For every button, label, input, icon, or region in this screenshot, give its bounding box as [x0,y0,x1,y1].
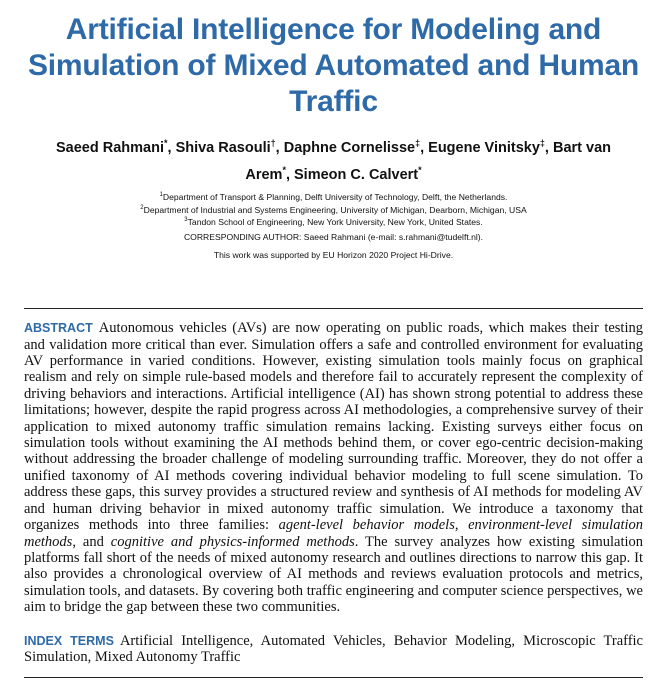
author: Shiva Rasouli† [175,138,276,156]
paper-title: Artificial Intelligence for Modeling and Simulation of Mixed Automated and Human Traffic [27,13,640,118]
divider [24,308,643,309]
affiliation: $^2$Department of Industrial and Systems Engineering, University of Michigan, Dearborn, Michigan, USA [140,204,527,215]
affiliation: $^1$Department of Transport & Planning, Delft University of Technology, Delft, the Netherlands. [159,191,508,202]
author-list: Saeed Rahmani*, Shiva Rasouli†, Daphne Cornelisse‡, Eugene Vinitsky‡, Bart van Arem*, Simeon C. Calvert* [55,138,612,183]
funding-note: This work was supported by EU Horizon 2020 Project Hi-Drive. [213,250,454,261]
abstract: ABSTRACT Autonomous vehicles (AVs) are now operating on public roads, which makes their testing and validation more critical than ever. Simulation offers a safe and controlled environment for evaluating AV performance in varied conditions. However, existing simulation tools mainly focus on graphical realism and rely on simple rule-based models and therefore fail to accurately represent the complexity of driving behaviors and interactions. Artificial intelligence (AI) has shown strong potential to address these limitations; however, despite the rapid progress across AI methodologies, a comprehensive survey of their application to mixed autonomy traffic simulation remains lacking. Existing surveys either focus on simulation tools without examining the AI methods behind them, or cover ego-centric decision-making without addressing the broader challenge of modeling surrounding traffic. Moreover, they do not offer a unified taxonomy of AI methods covering individual behavior modeling to full scene simulation. To address these gaps, this survey provides a structured review and synthesis of AI methods for modeling AV and human driving behavior in mixed autonomy traffic simulation. We introduce a taxonomy that organizes methods into three families: agent-level behavior models, environment-level simulation methods, and cognitive and physics-informed methods. The survey analyzes how existing simulation platforms fall short of the needs of mixed autonomy research and outlines directions to narrow this gap. It also provides a chronological overview of AI methods and reviews evaluation protocols and metrics, simulation tools, and datasets. By covering both traffic engineering and computer science perspectives, we aim to bridge the gap between these two communities. [24,320,644,616]
author: Daphne Cornelisse‡ [283,138,421,156]
author: Eugene Vinitsky‡ [428,138,545,156]
author: Simeon C. Calvert* [294,164,422,183]
index-terms: INDEX TERMS Artificial Intelligence, Automated Vehicles, Behavior Modeling, Microscopic Traffic Simulation, Mixed Autonomy Traffic [24,632,643,665]
author: Saeed Rahmani* [55,138,168,156]
corresponding-author: CORRESPONDING AUTHOR: Saeed Rahmani (e-mail: s.rahmani@tudelft.nl). [183,232,484,243]
divider [24,677,643,678]
index-terms-label: INDEX TERMS [24,633,114,648]
affiliation: $^3$Tandon School of Engineering, New York University, New York, United States. [184,217,483,228]
author: Bart van Arem* [245,139,612,183]
abstract-label: ABSTRACT [24,321,93,336]
